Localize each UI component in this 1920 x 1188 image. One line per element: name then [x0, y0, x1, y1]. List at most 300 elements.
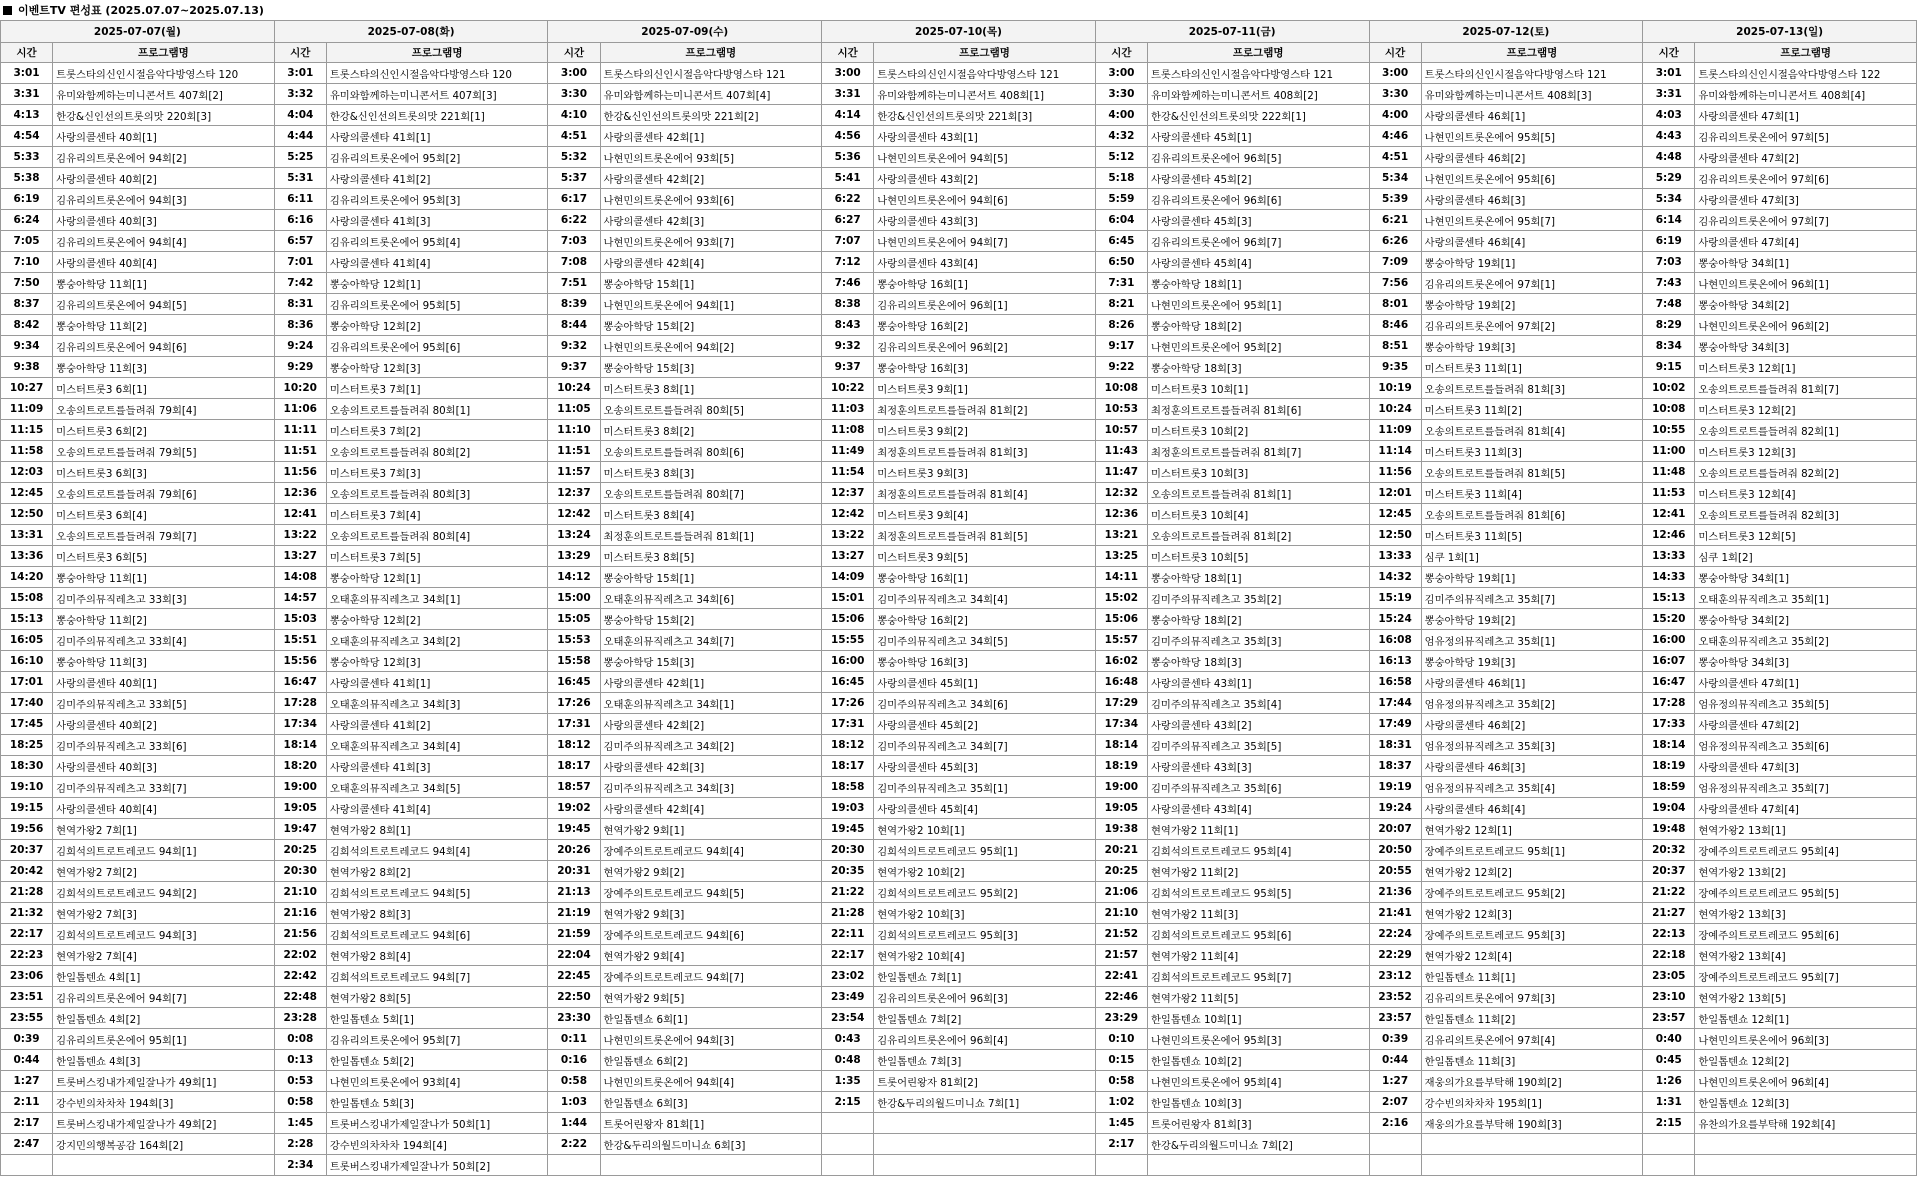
- time-cell: 12:50: [1, 504, 53, 525]
- program-column-header: 프로그램명: [1147, 43, 1369, 63]
- day-header: 2025-07-12(토): [1369, 21, 1643, 43]
- table-row: [1, 168, 1917, 189]
- time-cell: 21:36: [1369, 882, 1421, 903]
- time-cell: 9:24: [274, 336, 326, 357]
- program-cell: 사랑의콜센타 42회[1]: [600, 126, 822, 147]
- program-cell: 사랑의콜센타 42회[3]: [600, 210, 822, 231]
- program-cell: 오송의트로트를들려줘 79회[7]: [53, 525, 275, 546]
- time-cell: 11:11: [274, 420, 326, 441]
- program-cell: 사랑의콜센타 40회[3]: [53, 756, 275, 777]
- time-cell: 19:00: [274, 777, 326, 798]
- program-cell: 뽕숭아학당 18회[3]: [1147, 357, 1369, 378]
- program-column-header: 프로그램명: [1421, 43, 1643, 63]
- program-cell: 뽕숭아학당 11회[2]: [53, 315, 275, 336]
- time-cell: 4:43: [1643, 126, 1695, 147]
- time-cell: 2:16: [1369, 1113, 1421, 1134]
- program-cell: 사랑의콜센타 45회[4]: [874, 798, 1096, 819]
- program-column-header: 프로그램명: [53, 43, 275, 63]
- program-cell: 미스터트롯3 9회[2]: [874, 420, 1096, 441]
- program-cell: 강수빈의차차차 194회[3]: [53, 1092, 275, 1113]
- time-cell: 21:28: [822, 903, 874, 924]
- time-cell: 20:25: [1095, 861, 1147, 882]
- time-cell: 22:17: [1, 924, 53, 945]
- program-cell: 한일톱텐쇼 5회[1]: [326, 1008, 548, 1029]
- time-cell: [822, 1113, 874, 1134]
- time-cell: 7:48: [1643, 294, 1695, 315]
- time-cell: 11:05: [548, 399, 600, 420]
- program-cell: 김유리의트롯온에어 95회[3]: [326, 189, 548, 210]
- day-header: 2025-07-09(수): [548, 21, 822, 43]
- program-cell: 오송의트로트를들려줘 82회[3]: [1695, 504, 1917, 525]
- time-cell: 12:37: [548, 483, 600, 504]
- time-cell: 13:21: [1095, 525, 1147, 546]
- program-cell: 한일톱텐쇼 12회[3]: [1695, 1092, 1917, 1113]
- program-cell: 최정훈의트로트를들려줘 81회[3]: [874, 441, 1096, 462]
- time-cell: 21:41: [1369, 903, 1421, 924]
- time-cell: 11:53: [1643, 483, 1695, 504]
- program-cell: 뽕숭아학당 16회[3]: [874, 651, 1096, 672]
- program-cell: 김미주의뮤직레츠고 34회[7]: [874, 735, 1096, 756]
- time-cell: 12:41: [1643, 504, 1695, 525]
- time-cell: 20:55: [1369, 861, 1421, 882]
- time-cell: 1:02: [1095, 1092, 1147, 1113]
- program-cell: 사랑의콜센타 41회[4]: [326, 252, 548, 273]
- table-row: [1, 273, 1917, 294]
- time-cell: 10:19: [1369, 378, 1421, 399]
- program-cell: 현역가왕2 11회[1]: [1147, 819, 1369, 840]
- program-cell: 김유리의트롯온에어 96회[6]: [1147, 189, 1369, 210]
- program-cell: 사랑의콜센타 42회[2]: [600, 168, 822, 189]
- program-cell: 나현민의트롯온에어 94회[6]: [874, 189, 1096, 210]
- program-cell: 한강&신인선의트롯의맛 221회[1]: [326, 105, 548, 126]
- time-cell: 5:18: [1095, 168, 1147, 189]
- time-cell: 18:19: [1095, 756, 1147, 777]
- time-cell: 0:45: [1643, 1050, 1695, 1071]
- table-row: [1, 147, 1917, 168]
- time-cell: 0:16: [548, 1050, 600, 1071]
- program-cell: 한일톱텐쇼 5회[2]: [326, 1050, 548, 1071]
- program-cell: 한일톱텐쇼 4회[3]: [53, 1050, 275, 1071]
- time-cell: 1:26: [1643, 1071, 1695, 1092]
- program-cell: 김유리의트롯온에어 95회[1]: [53, 1029, 275, 1050]
- table-row: [1, 1050, 1917, 1071]
- time-cell: 7:08: [548, 252, 600, 273]
- table-row: [1, 336, 1917, 357]
- program-cell: 트롯스타의신인시절음악다방영스타 121: [1421, 63, 1643, 84]
- program-cell: 오태훈의뮤직레츠고 34회[6]: [600, 588, 822, 609]
- program-cell: 사랑의콜센타 41회[2]: [326, 168, 548, 189]
- time-cell: 9:15: [1643, 357, 1695, 378]
- time-cell: 0:43: [822, 1029, 874, 1050]
- table-row: [1, 105, 1917, 126]
- time-cell: 11:51: [274, 441, 326, 462]
- program-cell: 한일톱텐쇼 6회[3]: [600, 1092, 822, 1113]
- day-header-row: [1, 21, 1917, 43]
- program-cell: 뽕숭아학당 11회[2]: [53, 609, 275, 630]
- time-cell: 14:32: [1369, 567, 1421, 588]
- program-cell: 사랑의콜센타 47회[2]: [1695, 714, 1917, 735]
- table-row: [1, 840, 1917, 861]
- time-cell: 6:14: [1643, 210, 1695, 231]
- program-column-header: 프로그램명: [600, 43, 822, 63]
- table-row: [1, 1029, 1917, 1050]
- time-cell: 3:00: [548, 63, 600, 84]
- time-cell: 11:56: [274, 462, 326, 483]
- time-cell: 16:08: [1369, 630, 1421, 651]
- time-cell: 9:34: [1, 336, 53, 357]
- time-cell: 8:26: [1095, 315, 1147, 336]
- time-cell: 10:53: [1095, 399, 1147, 420]
- program-cell: 장예주의트로트레코드 94회[6]: [600, 924, 822, 945]
- program-cell: 뽕숭아학당 19회[1]: [1421, 252, 1643, 273]
- time-cell: 8:29: [1643, 315, 1695, 336]
- time-cell: 23:51: [1, 987, 53, 1008]
- program-cell: 트롯스타의신인시절음악다방영스타 121: [1147, 63, 1369, 84]
- program-cell: 현역가왕2 8회[4]: [326, 945, 548, 966]
- time-cell: 6:19: [1643, 231, 1695, 252]
- program-cell: 사랑의콜센타 40회[2]: [53, 714, 275, 735]
- time-cell: 7:50: [1, 273, 53, 294]
- program-cell: 미스터트롯3 11회[2]: [1421, 399, 1643, 420]
- program-cell: 사랑의콜센타 42회[3]: [600, 756, 822, 777]
- program-cell: 현역가왕2 13회[1]: [1695, 819, 1917, 840]
- program-cell: 사랑의콜센타 46회[2]: [1421, 147, 1643, 168]
- time-cell: 3:32: [274, 84, 326, 105]
- time-cell: 19:02: [548, 798, 600, 819]
- time-cell: 19:38: [1095, 819, 1147, 840]
- time-cell: 11:51: [548, 441, 600, 462]
- time-cell: 0:53: [274, 1071, 326, 1092]
- time-cell: 13:31: [1, 525, 53, 546]
- table-row: [1, 1155, 1917, 1176]
- program-cell: 김유리의트롯온에어 97회[4]: [1421, 1029, 1643, 1050]
- program-cell: 유미와함께하는미니콘서트 408회[1]: [874, 84, 1096, 105]
- program-cell: 뽕숭아학당 34회[1]: [1695, 567, 1917, 588]
- time-column-header: 시간: [1643, 43, 1695, 63]
- time-cell: 18:12: [822, 735, 874, 756]
- program-cell: 미스터트롯3 12회[1]: [1695, 357, 1917, 378]
- program-cell: 현역가왕2 9회[3]: [600, 903, 822, 924]
- program-cell: 사랑의콜센타 41회[4]: [326, 798, 548, 819]
- program-cell: 오송의트로트를들려줘 82회[1]: [1695, 420, 1917, 441]
- program-cell: 뽕숭아학당 11회[1]: [53, 273, 275, 294]
- page-title-text: 이벤트TV 편성표 (2025.07.07~2025.07.13): [18, 4, 264, 17]
- program-cell: 뽕숭아학당 19회[3]: [1421, 651, 1643, 672]
- program-cell: 김유리의트롯온에어 97회[1]: [1421, 273, 1643, 294]
- time-cell: 18:19: [1643, 756, 1695, 777]
- program-cell: 김희석의트로트레코드 94회[2]: [53, 882, 275, 903]
- table-row: [1, 903, 1917, 924]
- time-column-header: 시간: [274, 43, 326, 63]
- program-cell: 사랑의콜센타 40회[1]: [53, 126, 275, 147]
- time-cell: 22:46: [1095, 987, 1147, 1008]
- program-cell: 나현민의트롯온에어 96회[1]: [1695, 273, 1917, 294]
- program-cell: 최정훈의트로트를들려줘 81회[2]: [874, 399, 1096, 420]
- program-cell: 장예주의트로트레코드 94회[5]: [600, 882, 822, 903]
- time-cell: 20:31: [548, 861, 600, 882]
- program-cell: [1421, 1134, 1643, 1155]
- time-cell: 10:55: [1643, 420, 1695, 441]
- time-cell: 0:10: [1095, 1029, 1147, 1050]
- time-cell: 15:19: [1369, 588, 1421, 609]
- time-cell: 3:01: [1, 63, 53, 84]
- time-cell: 23:10: [1643, 987, 1695, 1008]
- program-cell: 한강&두리의월드미니쇼 6회[3]: [600, 1134, 822, 1155]
- time-cell: 15:53: [548, 630, 600, 651]
- table-row: [1, 651, 1917, 672]
- program-cell: 김희석의트로트레코드 95회[4]: [1147, 840, 1369, 861]
- table-row: [1, 672, 1917, 693]
- program-cell: 한일톱텐쇼 4회[1]: [53, 966, 275, 987]
- time-cell: 14:12: [548, 567, 600, 588]
- time-cell: 4:00: [1095, 105, 1147, 126]
- time-cell: 10:24: [548, 378, 600, 399]
- time-cell: 10:57: [1095, 420, 1147, 441]
- time-cell: 10:02: [1643, 378, 1695, 399]
- program-cell: 현역가왕2 9회[2]: [600, 861, 822, 882]
- time-cell: 20:35: [822, 861, 874, 882]
- program-cell: 나현민의트롯온에어 95회[2]: [1147, 336, 1369, 357]
- program-cell: 장예주의트로트레코드 94회[7]: [600, 966, 822, 987]
- program-cell: 오태훈의뮤직레츠고 34회[1]: [326, 588, 548, 609]
- time-cell: 16:45: [548, 672, 600, 693]
- time-cell: 15:01: [822, 588, 874, 609]
- time-cell: 22:42: [274, 966, 326, 987]
- time-cell: 11:47: [1095, 462, 1147, 483]
- program-cell: 김미주의뮤직레츠고 33회[6]: [53, 735, 275, 756]
- program-cell: 나현민의트롯온에어 95회[6]: [1421, 168, 1643, 189]
- time-cell: 16:05: [1, 630, 53, 651]
- program-cell: 엄유정의뮤직레츠고 35회[2]: [1421, 693, 1643, 714]
- program-cell: 한일톱텐쇼 7회[2]: [874, 1008, 1096, 1029]
- time-cell: 19:05: [274, 798, 326, 819]
- time-cell: 3:30: [1369, 84, 1421, 105]
- time-cell: 23:29: [1095, 1008, 1147, 1029]
- program-cell: 재웅의가요를부탁해 190회[2]: [1421, 1071, 1643, 1092]
- program-cell: 현역가왕2 12회[2]: [1421, 861, 1643, 882]
- program-cell: [600, 1155, 822, 1176]
- program-cell: 김유리의트롯온에어 96회[7]: [1147, 231, 1369, 252]
- time-cell: 21:56: [274, 924, 326, 945]
- time-cell: 0:11: [548, 1029, 600, 1050]
- program-cell: 현역가왕2 11회[4]: [1147, 945, 1369, 966]
- table-row: [1, 735, 1917, 756]
- day-header: 2025-07-10(목): [822, 21, 1096, 43]
- program-cell: 한일톱텐쇼 12회[1]: [1695, 1008, 1917, 1029]
- table-row: [1, 420, 1917, 441]
- time-cell: 17:26: [822, 693, 874, 714]
- time-cell: 4:51: [1369, 147, 1421, 168]
- time-cell: 19:56: [1, 819, 53, 840]
- program-cell: 미스터트롯3 6회[3]: [53, 462, 275, 483]
- time-cell: 2:28: [274, 1134, 326, 1155]
- program-cell: 사랑의콜센타 45회[3]: [1147, 210, 1369, 231]
- program-cell: 심쿠 1회[1]: [1421, 546, 1643, 567]
- program-cell: 미스터트롯3 11회[3]: [1421, 441, 1643, 462]
- time-cell: 6:21: [1369, 210, 1421, 231]
- time-cell: 17:34: [1095, 714, 1147, 735]
- time-cell: 4:00: [1369, 105, 1421, 126]
- time-cell: 6:17: [548, 189, 600, 210]
- time-cell: 5:32: [548, 147, 600, 168]
- time-cell: 13:29: [548, 546, 600, 567]
- program-cell: 김유리의트롯온에어 97회[5]: [1695, 126, 1917, 147]
- time-cell: 13:24: [548, 525, 600, 546]
- program-cell: 한강&두리의월드미니쇼 7회[1]: [874, 1092, 1096, 1113]
- table-row: [1, 819, 1917, 840]
- day-header: 2025-07-11(금): [1095, 21, 1369, 43]
- time-cell: 8:31: [274, 294, 326, 315]
- program-cell: 오태훈의뮤직레츠고 34회[7]: [600, 630, 822, 651]
- time-cell: 6:11: [274, 189, 326, 210]
- time-cell: 16:00: [822, 651, 874, 672]
- time-cell: 18:37: [1369, 756, 1421, 777]
- time-cell: 19:45: [548, 819, 600, 840]
- program-cell: 한일톱텐쇼 4회[2]: [53, 1008, 275, 1029]
- time-cell: 21:57: [1095, 945, 1147, 966]
- program-cell: 뽕숭아학당 15회[1]: [600, 273, 822, 294]
- program-cell: 김미주의뮤직레츠고 34회[3]: [600, 777, 822, 798]
- program-cell: 뽕숭아학당 34회[2]: [1695, 294, 1917, 315]
- time-cell: 3:00: [1095, 63, 1147, 84]
- program-cell: 미스터트롯3 12회[3]: [1695, 441, 1917, 462]
- program-cell: 김미주의뮤직레츠고 33회[7]: [53, 777, 275, 798]
- program-cell: 뽕숭아학당 12회[2]: [326, 609, 548, 630]
- time-cell: 17:28: [274, 693, 326, 714]
- program-cell: 뽕숭아학당 34회[1]: [1695, 252, 1917, 273]
- time-cell: 4:44: [274, 126, 326, 147]
- program-cell: 장예주의트로트레코드 95회[3]: [1421, 924, 1643, 945]
- program-cell: [1147, 1155, 1369, 1176]
- program-cell: 뽕숭아학당 11회[3]: [53, 651, 275, 672]
- program-cell: 현역가왕2 11회[2]: [1147, 861, 1369, 882]
- time-cell: 19:00: [1095, 777, 1147, 798]
- time-cell: 8:37: [1, 294, 53, 315]
- program-cell: [53, 1155, 275, 1176]
- program-cell: 최정훈의트로트를들려줘 81회[4]: [874, 483, 1096, 504]
- time-cell: 14:11: [1095, 567, 1147, 588]
- time-cell: 21:22: [822, 882, 874, 903]
- program-cell: 한강&신인선의트롯의맛 222회[1]: [1147, 105, 1369, 126]
- time-cell: 6:45: [1095, 231, 1147, 252]
- time-cell: 11:48: [1643, 462, 1695, 483]
- time-cell: 11:03: [822, 399, 874, 420]
- program-cell: 미스터트롯3 6회[1]: [53, 378, 275, 399]
- time-cell: 0:40: [1643, 1029, 1695, 1050]
- program-cell: 나현민의트롯온에어 95회[4]: [1147, 1071, 1369, 1092]
- program-cell: 김유리의트롯온에어 94회[2]: [53, 147, 275, 168]
- time-cell: 2:17: [1095, 1134, 1147, 1155]
- program-cell: 오송의트로트를들려줘 81회[1]: [1147, 483, 1369, 504]
- time-cell: 7:05: [1, 231, 53, 252]
- program-cell: 사랑의콜센타 46회[4]: [1421, 798, 1643, 819]
- program-cell: 오태훈의뮤직레츠고 34회[2]: [326, 630, 548, 651]
- program-cell: 미스터트롯3 8회[2]: [600, 420, 822, 441]
- time-cell: 3:01: [1643, 63, 1695, 84]
- table-row: [1, 441, 1917, 462]
- time-cell: 0:58: [1095, 1071, 1147, 1092]
- table-row: [1, 693, 1917, 714]
- time-cell: 18:31: [1369, 735, 1421, 756]
- program-cell: 한일톱텐쇼 10회[1]: [1147, 1008, 1369, 1029]
- time-cell: 23:12: [1369, 966, 1421, 987]
- time-cell: 21:28: [1, 882, 53, 903]
- time-cell: [1643, 1134, 1695, 1155]
- time-cell: 23:49: [822, 987, 874, 1008]
- program-cell: 김유리의트롯온에어 94회[3]: [53, 189, 275, 210]
- program-cell: 김유리의트롯온에어 95회[7]: [326, 1029, 548, 1050]
- program-cell: 사랑의콜센타 40회[2]: [53, 168, 275, 189]
- program-cell: 나현민의트롯온에어 96회[3]: [1695, 1029, 1917, 1050]
- time-cell: 4:14: [822, 105, 874, 126]
- program-cell: 현역가왕2 8회[1]: [326, 819, 548, 840]
- time-cell: 11:14: [1369, 441, 1421, 462]
- program-cell: 미스터트롯3 11회[1]: [1421, 357, 1643, 378]
- time-cell: 13:27: [822, 546, 874, 567]
- time-cell: 19:04: [1643, 798, 1695, 819]
- program-cell: 사랑의콜센타 43회[2]: [874, 168, 1096, 189]
- program-cell: 한일톱텐쇼 6회[1]: [600, 1008, 822, 1029]
- time-cell: 2:07: [1369, 1092, 1421, 1113]
- time-cell: 20:37: [1, 840, 53, 861]
- program-cell: 나현민의트롯온에어 94회[4]: [600, 1071, 822, 1092]
- time-cell: 23:57: [1369, 1008, 1421, 1029]
- schedule-body: [1, 63, 1917, 1176]
- program-cell: 뽕숭아학당 34회[3]: [1695, 651, 1917, 672]
- time-cell: 7:10: [1, 252, 53, 273]
- program-cell: 나현민의트롯온에어 95회[7]: [1421, 210, 1643, 231]
- program-cell: 트롯스타의신인시절음악다방영스타 121: [874, 63, 1096, 84]
- time-cell: 12:42: [548, 504, 600, 525]
- time-cell: 13:33: [1643, 546, 1695, 567]
- time-cell: 6:22: [822, 189, 874, 210]
- time-cell: 20:42: [1, 861, 53, 882]
- square-bullet-icon: [3, 6, 12, 15]
- time-cell: 9:38: [1, 357, 53, 378]
- time-cell: 0:44: [1369, 1050, 1421, 1071]
- time-cell: 15:08: [1, 588, 53, 609]
- time-cell: 17:45: [1, 714, 53, 735]
- time-cell: 17:33: [1643, 714, 1695, 735]
- time-cell: 3:30: [1095, 84, 1147, 105]
- time-cell: 23:54: [822, 1008, 874, 1029]
- program-cell: 김희석의트로트레코드 94회[6]: [326, 924, 548, 945]
- program-cell: 오송의트로트를들려줘 80회[1]: [326, 399, 548, 420]
- program-column-header: 프로그램명: [874, 43, 1096, 63]
- time-cell: 17:44: [1369, 693, 1421, 714]
- program-cell: 현역가왕2 8회[2]: [326, 861, 548, 882]
- time-cell: 20:32: [1643, 840, 1695, 861]
- program-cell: 오송의트로트를들려줘 79회[6]: [53, 483, 275, 504]
- time-cell: 23:30: [548, 1008, 600, 1029]
- program-cell: 뽕숭아학당 12회[3]: [326, 651, 548, 672]
- program-cell: 현역가왕2 9회[1]: [600, 819, 822, 840]
- program-cell: 미스터트롯3 7회[2]: [326, 420, 548, 441]
- time-cell: 5:41: [822, 168, 874, 189]
- time-column-header: 시간: [1095, 43, 1147, 63]
- program-cell: [874, 1113, 1096, 1134]
- program-cell: 김유리의트롯온에어 97회[2]: [1421, 315, 1643, 336]
- time-cell: 16:07: [1643, 651, 1695, 672]
- program-cell: 뽕숭아학당 15회[3]: [600, 357, 822, 378]
- table-row: [1, 567, 1917, 588]
- program-cell: 김미주의뮤직레츠고 33회[4]: [53, 630, 275, 651]
- program-cell: 현역가왕2 8회[3]: [326, 903, 548, 924]
- program-cell: 사랑의콜센타 43회[3]: [874, 210, 1096, 231]
- program-cell: [1695, 1155, 1917, 1176]
- time-cell: 11:09: [1, 399, 53, 420]
- time-cell: 19:05: [1095, 798, 1147, 819]
